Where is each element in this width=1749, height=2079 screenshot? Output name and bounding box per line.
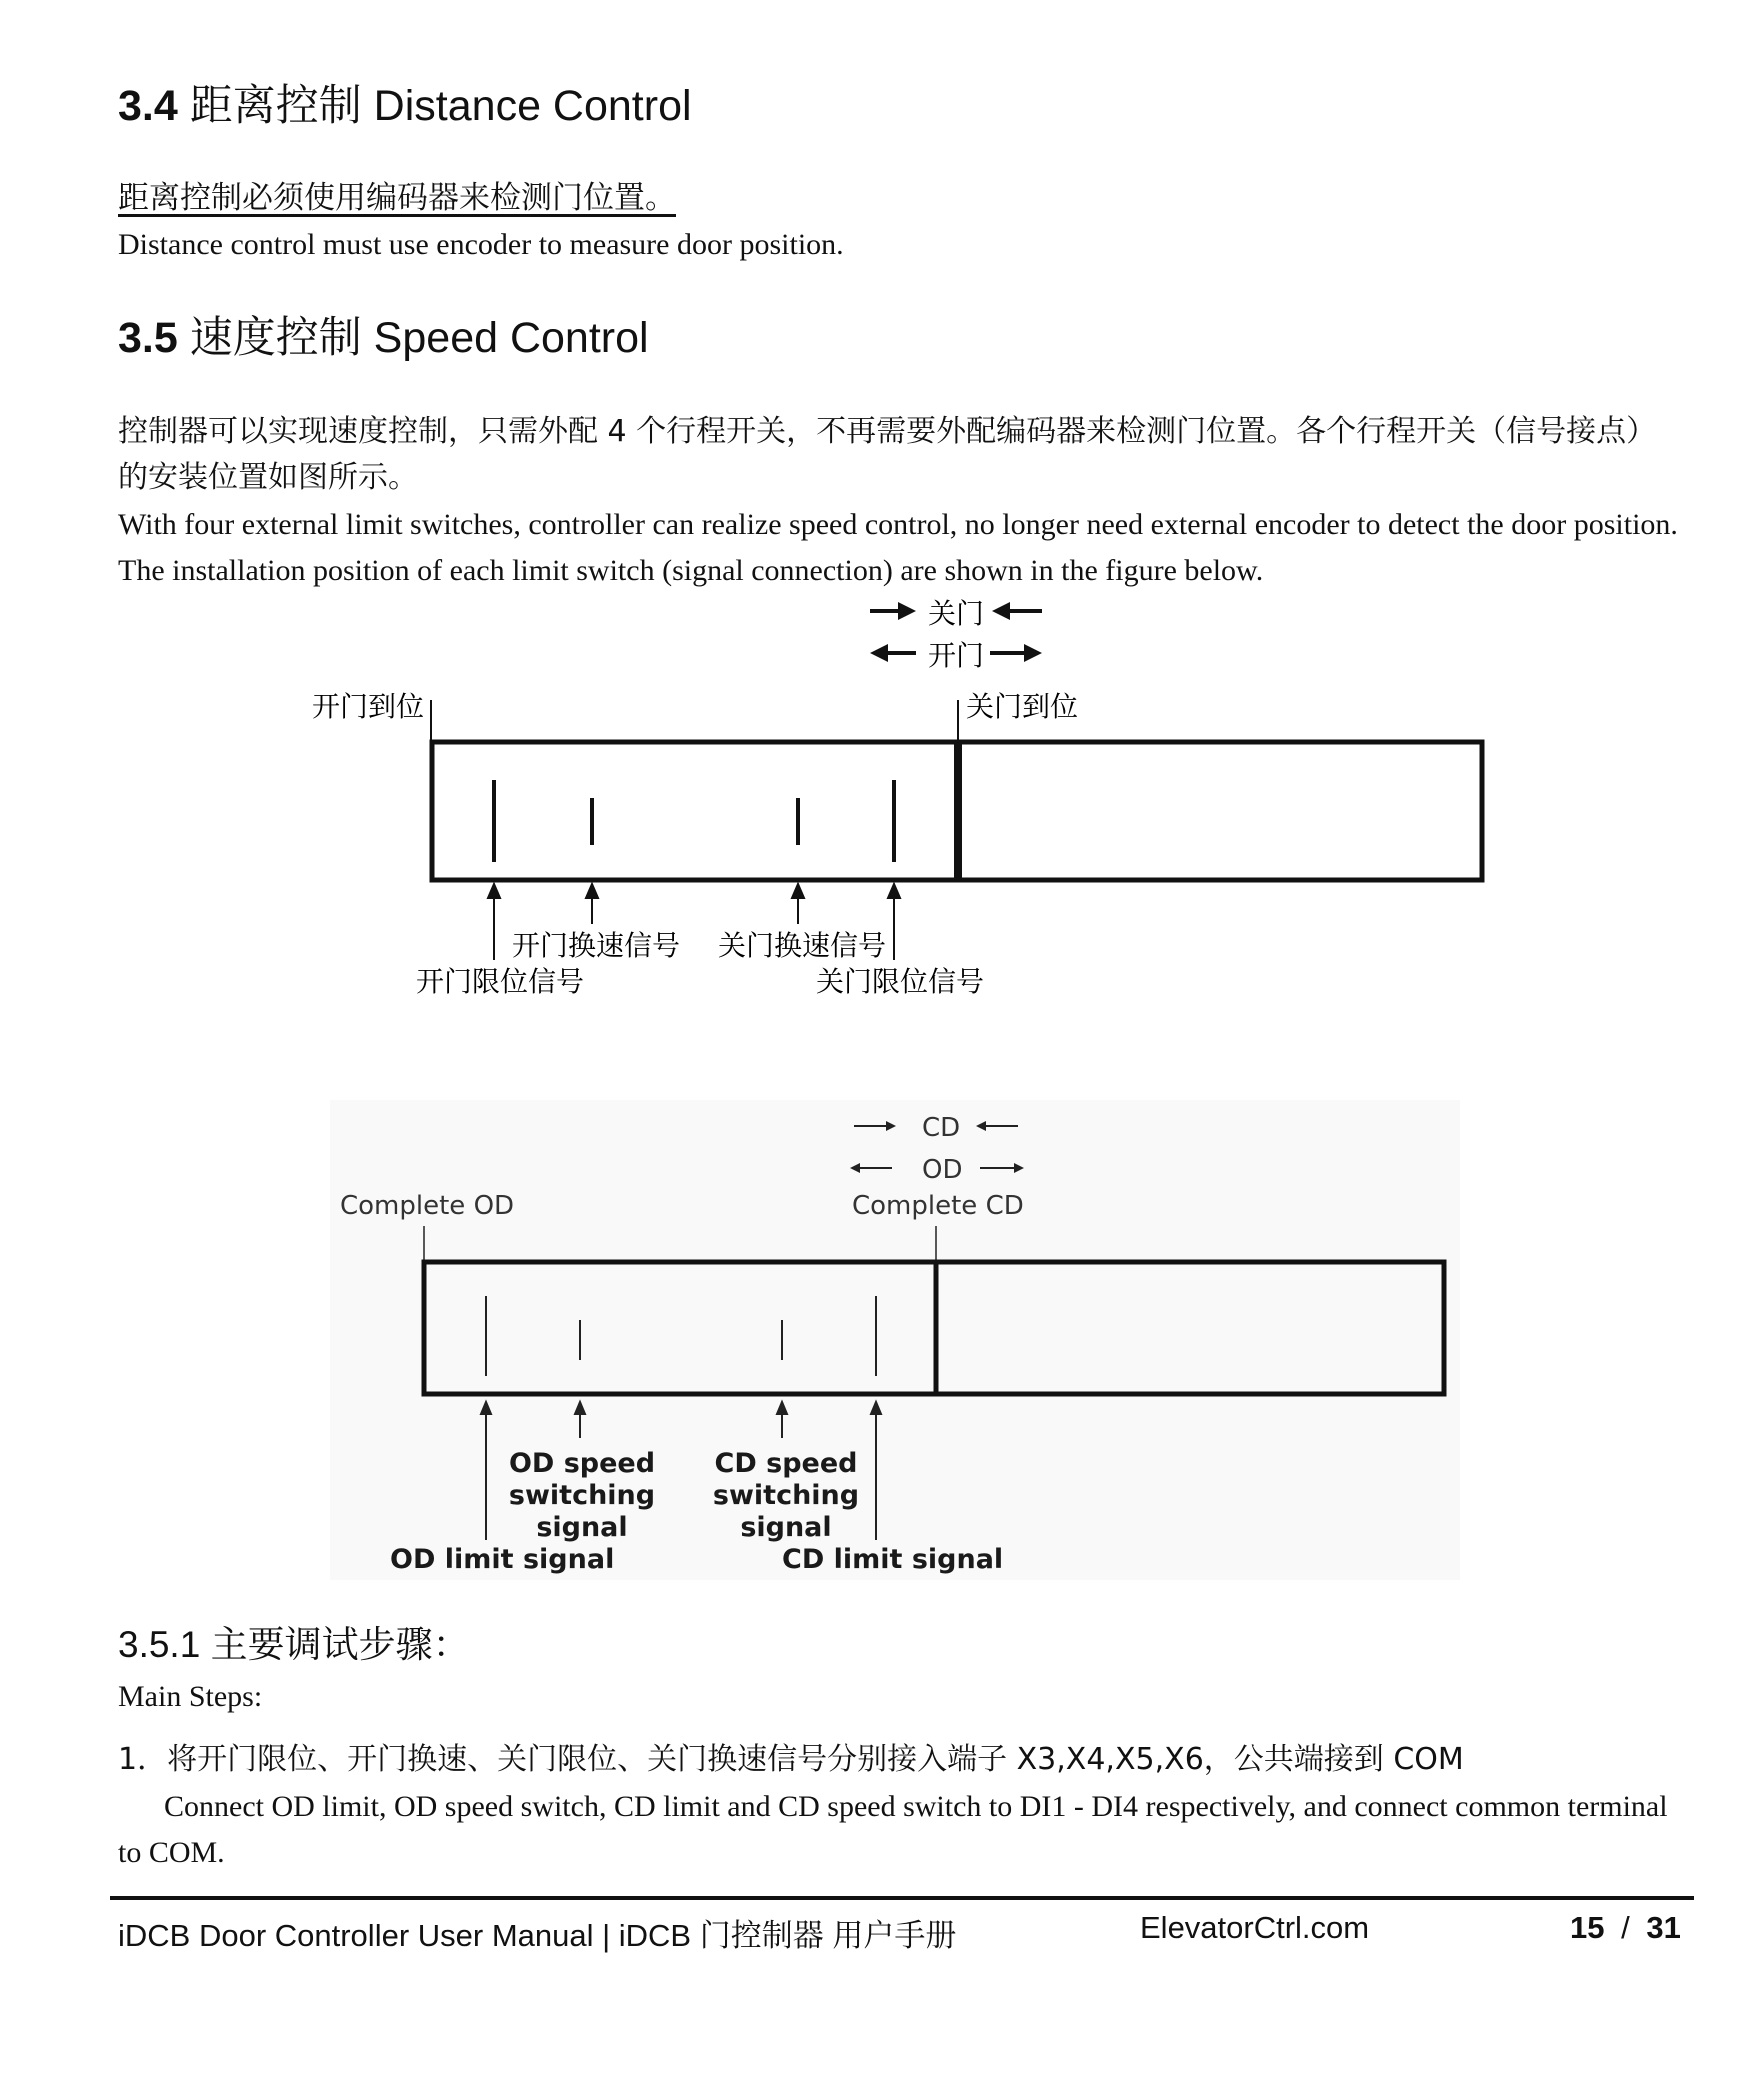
section-3-5-1-heading: 3.5.1 主要调试步骤： <box>118 1624 470 1665</box>
distance-control-zh-text: 距离控制必须使用编码器来检测门位置。 <box>118 180 676 216</box>
open-door-label: 开门 <box>928 639 985 672</box>
section-number: 3.4 <box>118 82 178 130</box>
od-limit-label: OD limit signal <box>390 1544 615 1575</box>
close-direction-arrows <box>870 597 1042 630</box>
open-limit-signal-label: 开门限位信号 <box>416 965 585 998</box>
od-speed-label-1: OD speed <box>508 1448 656 1479</box>
complete-od-label: Complete OD <box>340 1191 515 1221</box>
distance-control-en: Distance control must use encoder to measure door position. <box>118 228 844 261</box>
open-speed-signal-label: 开门换速信号 <box>512 929 681 962</box>
speed-control-zh-line2: 的安装位置如图所示。 <box>118 460 418 495</box>
left-door-frame <box>432 742 958 880</box>
od-speed-label-3: signal <box>536 1512 628 1543</box>
section-title: 速度控制 Speed Control <box>189 314 649 362</box>
cd-direction-label: CD <box>922 1113 961 1143</box>
page-separator: / <box>1621 1910 1630 1945</box>
speed-control-en: With four external limit switches, controller can realize speed control, no longer need external encoder to detect the door position. The installation position of each limit switch (signal connection) are shown in the figure below. <box>118 508 1678 587</box>
right-door-frame <box>958 742 1482 880</box>
footer-divider <box>110 1896 1694 1900</box>
section-number: 3.5 <box>118 314 178 362</box>
complete-close-label: 关门到位 <box>966 690 1079 723</box>
open-direction-arrows <box>870 639 1042 672</box>
complete-open-label: 开门到位 <box>312 690 425 723</box>
close-limit-signal-label: 关门限位信号 <box>816 965 985 998</box>
close-speed-signal-label: 关门换速信号 <box>718 929 887 962</box>
step1-zh: 1．将开门限位、开门换速、关门限位、关门换速信号分别接入端子 X3,X4,X5,X6，公共端接到 COM <box>118 1742 1464 1777</box>
cd-speed-label-3: signal <box>740 1512 832 1543</box>
footer-manual-title: iDCB Door Controller User Manual | iDCB 门控制器 用户手册 <box>118 1918 957 1953</box>
od-direction-label: OD <box>922 1155 963 1185</box>
main-steps-label: Main Steps: <box>118 1680 263 1713</box>
footer-site: ElevatorCtrl.com <box>1140 1910 1370 1945</box>
step1-en: Connect OD limit, OD speed switch, CD limit and CD speed switch to DI1 - DI4 respectively, and connect common terminal to COM. <box>118 1790 1668 1869</box>
cd-speed-label-1: CD speed <box>714 1448 858 1479</box>
current-page: 15 <box>1570 1910 1605 1945</box>
close-door-label: 关门 <box>928 597 985 630</box>
section-title: 距离控制 Distance Control <box>189 82 692 130</box>
speed-control-diagram-en <box>330 1100 1460 1580</box>
complete-cd-label: Complete CD <box>852 1191 1024 1221</box>
od-speed-label-2: switching <box>508 1480 656 1511</box>
total-pages: 31 <box>1646 1910 1681 1945</box>
footer-page-number <box>1570 1910 1681 1946</box>
cd-limit-label: CD limit signal <box>782 1544 1004 1575</box>
cd-speed-label-2: switching <box>712 1480 860 1511</box>
speed-control-zh-line1: 控制器可以实现速度控制，只需外配 4 个行程开关，不再需要外配编码器来检测门位置。各个行程开关（信号接点） <box>118 414 1657 449</box>
